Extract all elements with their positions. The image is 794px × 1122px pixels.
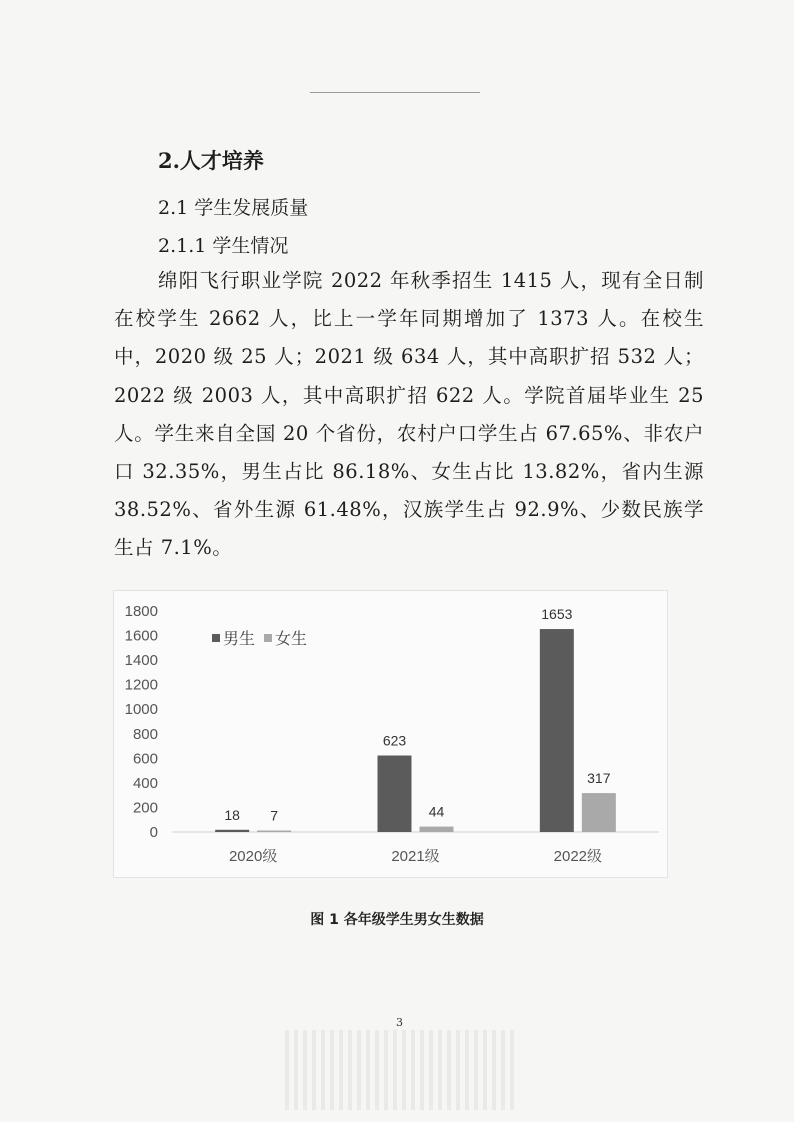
bar-female [420, 827, 454, 832]
legend-swatch [264, 634, 272, 642]
bar-male [540, 629, 574, 832]
page-number: 3 [396, 1016, 403, 1029]
y-tick-label: 1800 [124, 603, 158, 620]
body-paragraph: 绵阳飞行职业学院 2022 年秋季招生 1415 人，现有全日制在校学生 2662 人，比上一学年同期增加了 1373 人。在校生中，2020 级 25 人；2021 级 634 人，其中高职扩招 532 人；2022 级 2003 人，其中高职扩招 622 人。学院首届毕业生 25 人。学生来自全国 20 个省份，农村户口学生占 67.65%、非农户口 32.35%，男生占比 86.18%、女生占比 13.82%，省内生源 38.52%、省外生源 61.48%，汉族学生占 92.9%、少数民族学生占 7.1%。 [114, 269, 704, 560]
y-tick-label: 1600 [124, 627, 158, 645]
data-label: 44 [428, 803, 445, 820]
y-tick-label: 1200 [124, 676, 158, 694]
bar-chart-svg [114, 591, 667, 877]
y-tick-label: 1400 [124, 652, 158, 670]
sub-subsection-heading: 2.1.1 学生情况 [158, 235, 289, 257]
bar-chart [113, 590, 668, 878]
x-tick-label: 2022级 [553, 848, 603, 865]
y-tick-label: 800 [132, 725, 158, 743]
data-label: 1653 [541, 606, 573, 623]
y-tick-label: 1000 [124, 701, 158, 719]
section-heading: 2.人才培养 [158, 148, 264, 173]
data-label: 7 [270, 807, 279, 824]
y-tick-label: 600 [132, 750, 158, 768]
x-tick-label: 2021级 [391, 848, 440, 865]
figure-caption: 图 1 各年级学生男女生数据 [310, 912, 484, 928]
y-tick-label: 0 [149, 824, 158, 841]
legend-label: 男生 [223, 631, 256, 648]
y-tick-label: 400 [132, 774, 158, 792]
data-label: 18 [224, 806, 240, 823]
bar-female [582, 793, 616, 832]
legend-label: 女生 [275, 631, 308, 648]
data-label: 317 [587, 770, 611, 787]
y-tick-label: 200 [132, 799, 158, 817]
subsection-heading: 2.1 学生发展质量 [158, 197, 309, 219]
bar-female [257, 831, 291, 833]
header-rule [310, 92, 480, 93]
x-tick-label: 2020级 [228, 848, 278, 865]
bar-male [215, 830, 249, 832]
legend-swatch [212, 634, 220, 642]
bar-male [378, 756, 412, 832]
data-label: 623 [382, 732, 407, 749]
faded-stamp-mark [285, 1030, 515, 1110]
